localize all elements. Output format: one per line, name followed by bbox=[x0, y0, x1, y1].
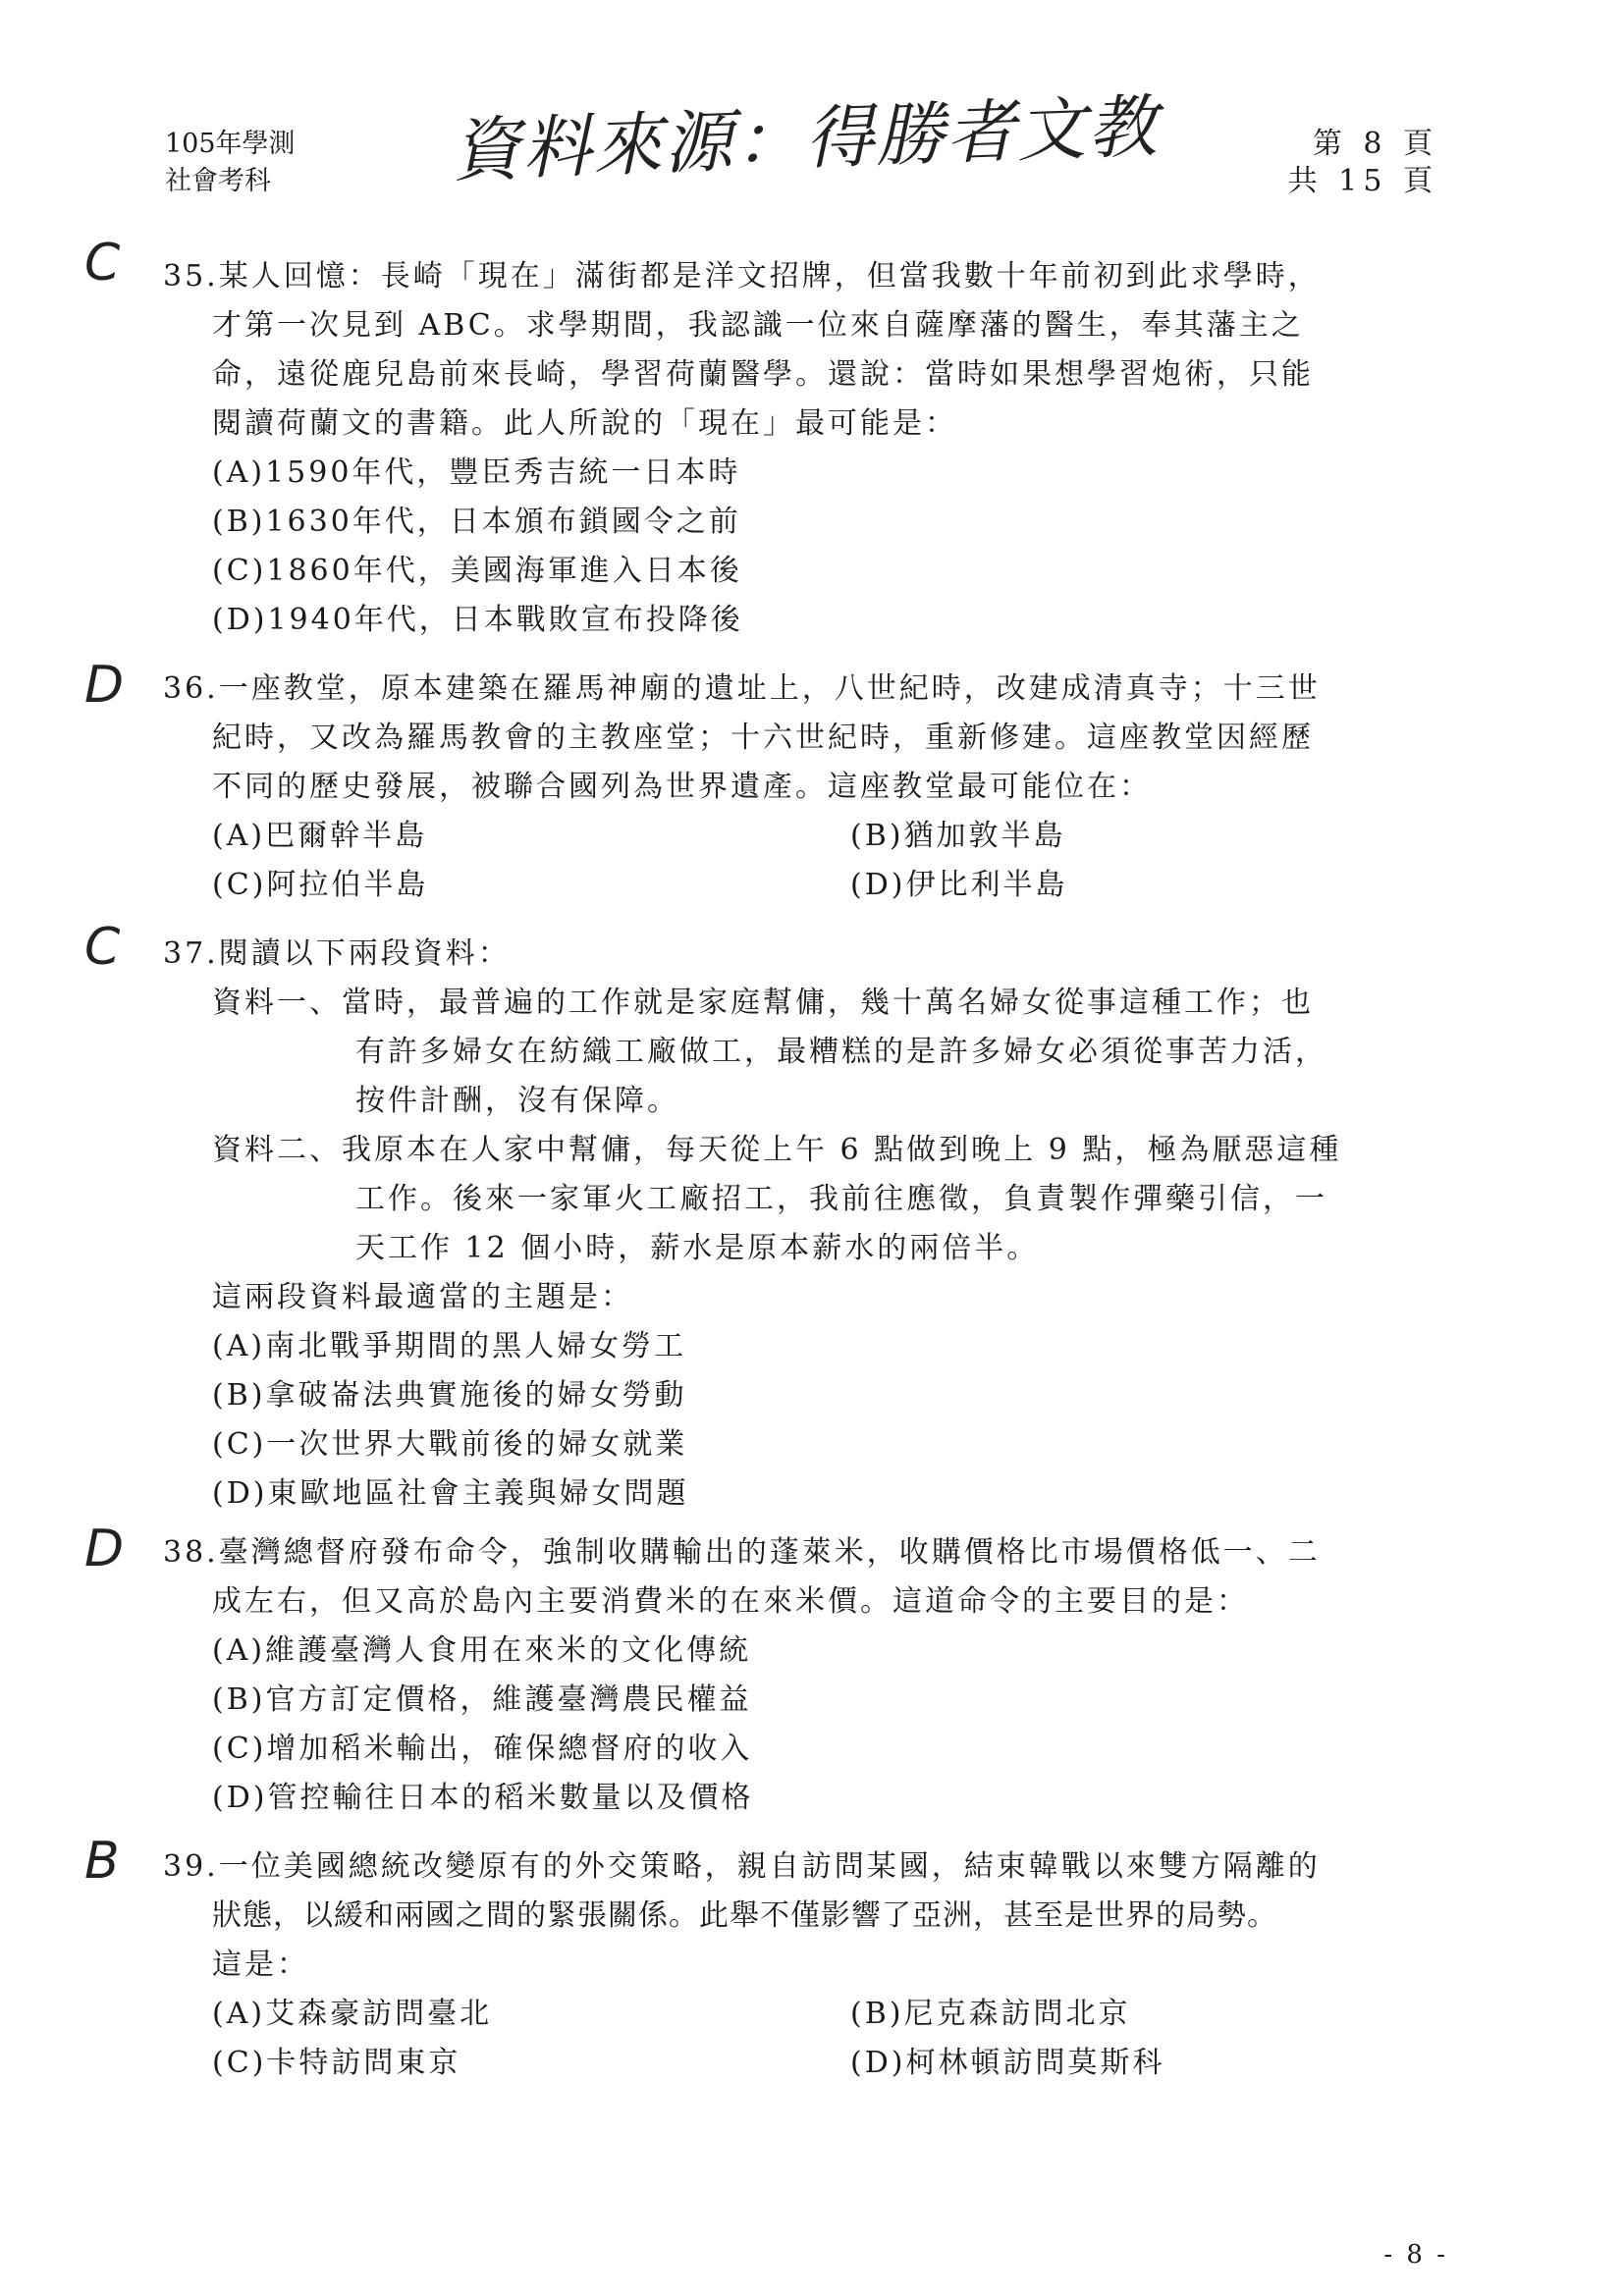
question-text-line: 閱讀荷蘭文的書籍。此人所說的「現在」最可能是： bbox=[212, 406, 957, 441]
source-text-line: 有許多婦女在紡織工廠做工，最糟糕的是許多婦女必須從事苦力活， bbox=[355, 1035, 1327, 1069]
option-c: (C)增加稻米輸出，確保總督府的收入 bbox=[212, 1732, 753, 1766]
handwritten-answer-mark: D bbox=[84, 1520, 125, 1578]
option-d: (D)東歐地區社會主義與婦女問題 bbox=[212, 1476, 689, 1511]
handwritten-answer-mark: D bbox=[84, 656, 125, 715]
question-text-line: 39.一位美國總統改變原有的外交策略，親自訪問某國，結束韓戰以來雙方隔離的 bbox=[163, 1849, 1321, 1884]
option-a: (A)南北戰爭期間的黑人婦女勞工 bbox=[212, 1329, 687, 1363]
question-text-line: 命，遠從鹿兒島前來長崎，學習荷蘭醫學。還說：當時如果想學習炮術，只能 bbox=[212, 357, 1314, 392]
question-text-line: 這兩段資料最適當的主題是： bbox=[212, 1280, 633, 1314]
option-d: (D)伊比利半島 bbox=[850, 868, 1068, 902]
option-d: (D)管控輸往日本的稻米數量以及價格 bbox=[212, 1781, 754, 1815]
exam-subject: 社會考科 bbox=[165, 166, 271, 196]
option-b: (B)拿破崙法典實施後的婦女勞動 bbox=[212, 1378, 687, 1413]
option-a: (A)維護臺灣人食用在來米的文化傳統 bbox=[212, 1633, 752, 1668]
option-c: (C)1860年代，美國海軍進入日本後 bbox=[212, 554, 742, 588]
question-text-line: 這是： bbox=[212, 1948, 309, 1982]
option-d: (D)1940年代，日本戰敗宣布投降後 bbox=[212, 603, 743, 637]
option-c: (C)卡特訪問東京 bbox=[212, 2046, 461, 2080]
page-label: 第 8 頁 bbox=[1312, 127, 1438, 161]
option-c: (C)一次世界大戰前後的婦女就業 bbox=[212, 1427, 688, 1462]
source-text-line: 按件計酬，沒有保障。 bbox=[355, 1084, 679, 1118]
source-text-line: 工作。後來一家軍火工廠招工，我前往應徵，負責製作彈藥引信，一 bbox=[355, 1182, 1327, 1216]
option-b: (B)官方訂定價格，維護臺灣農民權益 bbox=[212, 1682, 752, 1717]
option-d: (D)柯林頓訪問莫斯科 bbox=[850, 2046, 1165, 2080]
exam-title: 105年學測 bbox=[165, 129, 296, 159]
option-b: (B)猶加敦半島 bbox=[850, 819, 1066, 853]
option-b: (B)1630年代，日本頒布鎖國令之前 bbox=[212, 505, 741, 539]
option-a: (A)巴爾幹半島 bbox=[212, 819, 428, 853]
question-text-line: 36.一座教堂，原本建築在羅馬神廟的遺址上，八世紀時，改建成清真寺；十三世 bbox=[163, 671, 1321, 706]
page-number: - 8 - bbox=[1383, 2240, 1448, 2269]
question-text-line: 38.臺灣總督府發布命令，強制收購輸出的蓬萊米，收購價格比市場價格低一、二 bbox=[163, 1535, 1321, 1570]
exam-header-right bbox=[1288, 126, 1438, 200]
source-text-line: 資料二、我原本在人家中幫傭，每天從上午 6 點做到晚上 9 點，極為厭惡這種 bbox=[212, 1133, 1342, 1167]
option-c: (C)阿拉伯半島 bbox=[212, 868, 429, 902]
handwritten-answer-mark: C bbox=[84, 234, 121, 293]
source-text-line: 天工作 12 個小時，薪水是原本薪水的兩倍半。 bbox=[355, 1231, 1040, 1265]
handwritten-source-note: 資料來源：得勝者文教 bbox=[450, 85, 1161, 191]
total-pages-label: 共 15 頁 bbox=[1287, 164, 1438, 198]
question-text-line: 紀時，又改為羅馬教會的主教座堂；十六世紀時，重新修建。這座教堂因經歷 bbox=[212, 721, 1314, 755]
question-text-line: 35.某人回憶：長崎「現在」滿街都是洋文招牌，但當我數十年前初到此求學時， bbox=[163, 259, 1321, 294]
handwritten-answer-mark: C bbox=[84, 918, 121, 977]
option-b: (B)尼克森訪問北京 bbox=[850, 1997, 1131, 2031]
handwritten-answer-mark: B bbox=[84, 1832, 120, 1891]
option-a: (A)艾森豪訪問臺北 bbox=[212, 1997, 493, 2031]
option-a: (A)1590年代，豐臣秀吉統一日本時 bbox=[212, 455, 741, 490]
question-text-line: 才第一次見到 ABC。求學期間，我認識一位來自薩摩藩的醫生，奉其藩主之 bbox=[212, 308, 1304, 343]
question-text-line: 不同的歷史發展，被聯合國列為世界遺產。這座教堂最可能位在： bbox=[212, 770, 1152, 804]
source-text-line: 資料一、當時，最普遍的工作就是家庭幫傭，幾十萬名婦女從事這種工作；也 bbox=[212, 986, 1314, 1020]
exam-header-left bbox=[165, 126, 296, 200]
question-text-line: 37.閱讀以下兩段資料： bbox=[163, 936, 511, 971]
question-text-line: 狀態，以緩和兩國之間的緊張關係。此舉不僅影響了亞洲，甚至是世界的局勢。 bbox=[212, 1898, 1277, 1933]
question-text-line: 成左右，但又高於島內主要消費米的在來米價。這道命令的主要目的是： bbox=[212, 1584, 1249, 1619]
